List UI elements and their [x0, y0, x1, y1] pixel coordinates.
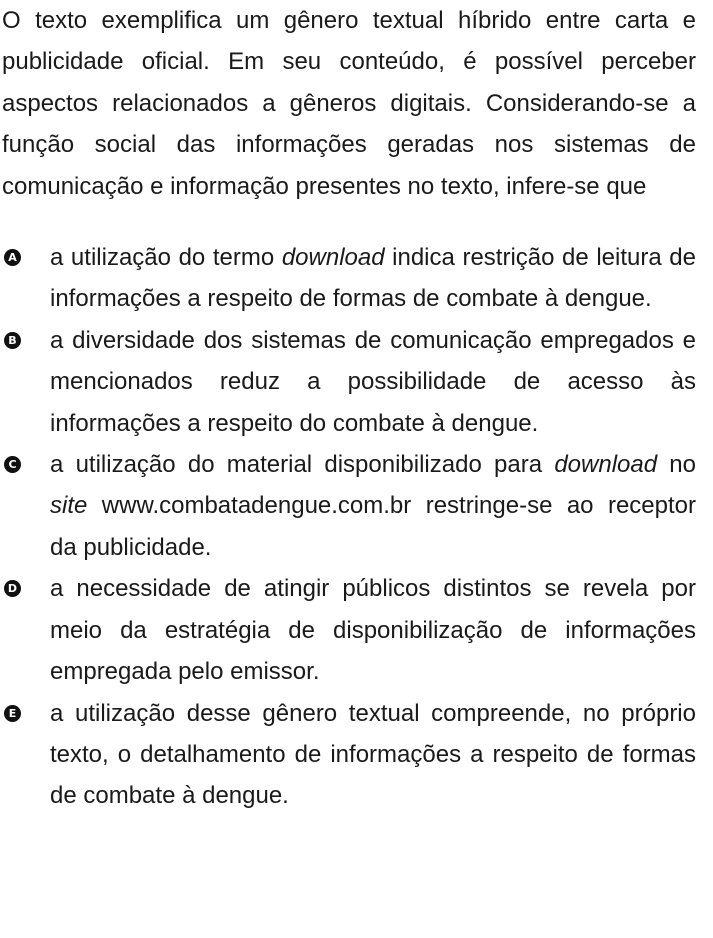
option-b-text: a diversidade dos sistemas de comunicação empregados e mencionados reduz a possibilidade de acesso às informações a respeito do combate à dengue.: [50, 326, 696, 437]
option-d-letter-badge: D: [4, 580, 21, 597]
answer-options: [2, 237, 696, 817]
option-d[interactable]: [2, 568, 696, 692]
option-a[interactable]: [2, 237, 696, 320]
option-b-letter-badge: B: [4, 332, 21, 349]
option-e[interactable]: [2, 693, 696, 817]
option-e-text: a utilização desse gênero textual compreende, no próprio texto, o detalhamento de informações a respeito de formas de combate à dengue.: [50, 699, 696, 810]
option-d-text: a necessidade de atingir públicos distintos se revela por meio da estratégia de disponibilização de informações empregada pelo emissor.: [50, 575, 696, 686]
question-stem: O texto exemplifica um gênero textual híbrido entre carta e publicidade oficial. Em seu conteúdo, é possível perceber aspectos relacionados a gêneros digitais. Considerando-se a função social das informações geradas nos sistemas de comunicação e informação presentes no texto, infere-se que: [2, 7, 696, 200]
option-c[interactable]: [2, 444, 696, 568]
option-c-letter-badge: C: [4, 456, 21, 473]
option-c-text: a utilização do material disponibilizado para download no site www.combatadengue.com.br restringe-se ao receptor da publicidade.: [50, 451, 696, 561]
option-b[interactable]: [2, 320, 696, 444]
option-e-letter-badge: E: [4, 705, 21, 722]
option-a-letter-badge: A: [4, 249, 21, 266]
option-a-text: a utilização do termo download indica restrição de leitura de informações a respeito de formas de combate à dengue.: [50, 244, 696, 313]
